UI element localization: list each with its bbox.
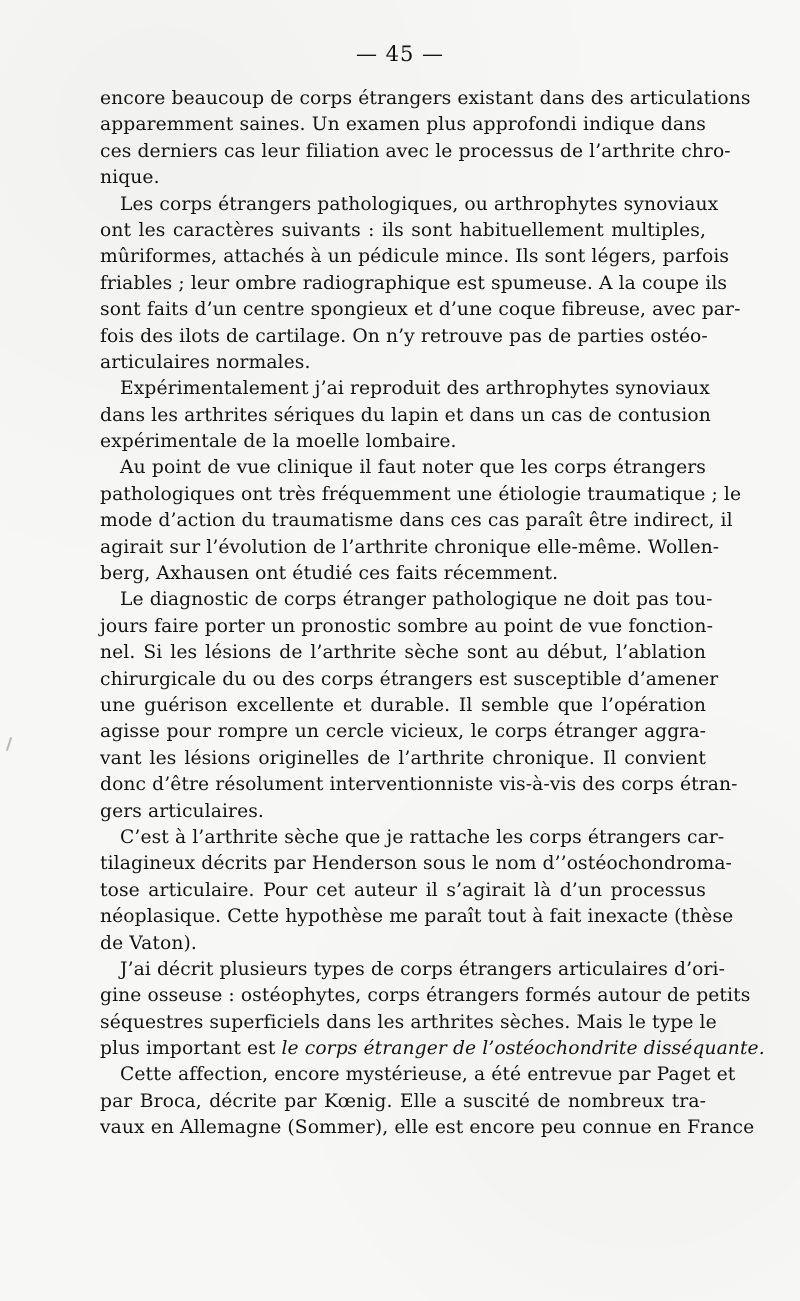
text-line: J’ai décrit plusieurs types de corps étrangers articulaires d’ori-: [120, 958, 725, 980]
text-line: apparemment saines. Un examen plus approfondi indique dans: [100, 114, 706, 136]
paragraph-6: [100, 825, 734, 957]
text-line: tilagineux décrits par Henderson sous le nom d’’ostéochondroma-: [100, 853, 732, 875]
body-text: [100, 86, 765, 1142]
paragraph-2: [100, 192, 741, 377]
text-line: chirurgicale du ou des corps étrangers est susceptible d’amener: [100, 668, 719, 690]
paragraph-3: [100, 376, 711, 455]
page-number: — 45 —: [355, 42, 445, 66]
special-line-prefix: plus important est: [100, 1038, 282, 1060]
text-line: une guérison excellente et durable. Il semble que l’opération: [100, 694, 706, 716]
text-line: berg, Axhausen ont étudié ces faits récemment.: [100, 563, 559, 585]
text-line: vant les lésions originelles de l’arthrite chronique. Il convient: [100, 747, 706, 769]
text-line: pathologiques ont très fréquemment une étiologie traumatique ; le: [100, 483, 742, 505]
text-line: C’est à l’arthrite sèche que je rattache les corps étrangers car-: [120, 826, 725, 848]
text-line: Le diagnostic de corps étranger pathologique ne doit pas tou-: [120, 589, 713, 611]
text-line: Au point de vue clinique il faut noter que les corps étrangers: [120, 457, 706, 479]
text-line: sont faits d’un centre spongieux et d’une coque fibreuse, avec par-: [100, 299, 741, 321]
paragraph-8: [100, 1062, 755, 1141]
text-line: de Vaton).: [100, 932, 197, 954]
text-line: mûriformes, attachés à un pédicule mince. Ils sont légers, parfois: [100, 246, 730, 268]
text-line: tose articulaire. Pour cet auteur il s’agirait là d’un processus: [100, 879, 706, 901]
text-line: friables ; leur ombre radiographique est spumeuse. A la coupe ils: [100, 272, 728, 294]
text-line: Cette affection, encore mystérieuse, a été entrevue par Paget et: [120, 1064, 736, 1086]
text-line: jours faire porter un pronostic sombre au point de vue fonction-: [100, 615, 713, 637]
text-line: vaux en Allemagne (Sommer), elle est encore peu connue en France: [100, 1117, 755, 1139]
italic-phrase: le corps étranger de l’ostéochondrite disséquante.: [281, 1038, 765, 1060]
text-line: gers articulaires.: [100, 800, 264, 822]
paragraph-7: [100, 957, 765, 1063]
text-line: fois des ilots de cartilage. On n’y retrouve pas de parties ostéo-: [100, 325, 708, 347]
text-line: nique.: [100, 167, 160, 189]
text-line: encore beaucoup de corps étrangers existant dans des articulations: [100, 88, 751, 109]
text-line: nel. Si les lésions de l’arthrite sèche sont au début, l’ablation: [100, 642, 706, 664]
text-line: séquestres superficiels dans les arthrites sèches. Mais le type le: [100, 1011, 717, 1033]
text-line: ces derniers cas leur filiation avec le processus de l’arthrite chro-: [100, 140, 731, 162]
text-line: mode d’action du traumatisme dans ces cas paraît être indirect, il: [100, 510, 733, 532]
text-line: gine osseuse : ostéophytes, corps étrangers formés autour de petits: [100, 985, 751, 1007]
text-line: agirait sur l’évolution de l’arthrite chronique elle-même. Wollen-: [100, 536, 720, 558]
text-line: agisse pour rompre un cercle vicieux, le corps étranger aggra-: [100, 721, 706, 743]
text-line: ont les caractères suivants : ils sont habituellement multiples,: [100, 219, 706, 241]
text-line: expérimentale de la moelle lombaire.: [100, 431, 457, 453]
text-line: articulaires normales.: [100, 351, 311, 373]
text-line-with-italic: [100, 1036, 765, 1062]
paragraph-4: [100, 455, 742, 587]
text-line: néoplasique. Cette hypothèse me paraît tout à fait inexacte (thèse: [100, 906, 734, 928]
paragraph-1: [100, 86, 751, 192]
text-line: donc d’être résolument interventionniste vis-à-vis des corps étran-: [100, 774, 738, 796]
text-line: Les corps étrangers pathologiques, ou arthrophytes synoviaux: [120, 193, 719, 215]
paragraph-5: [100, 587, 738, 825]
text-line: par Broca, décrite par Kœnig. Elle a suscité de nombreux tra-: [100, 1090, 706, 1112]
text-line: dans les arthrites sériques du lapin et dans un cas de contusion: [100, 404, 711, 426]
text-line: Expérimentalement j’ai reproduit des arthrophytes synoviaux: [120, 378, 710, 400]
margin-mark: [6, 737, 12, 751]
